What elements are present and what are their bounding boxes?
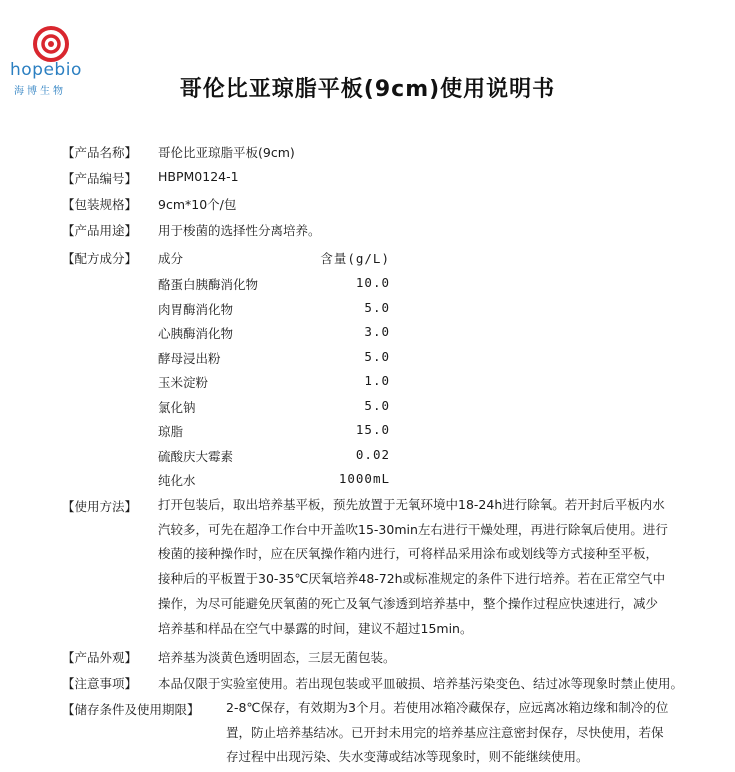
method-label: 【使用方法】 xyxy=(62,499,138,514)
usage-label: 【产品用途】 xyxy=(62,223,138,238)
formula-item-amount: 5.0 xyxy=(364,398,390,413)
notes-label: 【注意事项】 xyxy=(62,676,138,691)
package-label: 【包装规格】 xyxy=(62,197,138,212)
formula-item-name: 心胰酶消化物 xyxy=(158,326,234,341)
formula-item-name: 纯化水 xyxy=(158,473,196,488)
formula-header-name: 成分 xyxy=(158,251,184,266)
package-value: 9cm*10个/包 xyxy=(158,197,237,212)
logo-name: hopebio xyxy=(10,60,82,80)
logo-subtitle: 海博生物 xyxy=(14,86,66,97)
formula-item-amount: 3.0 xyxy=(364,324,390,339)
storage-line: 存过程中出现污染、失水变薄或结冰等现象时，则不能继续使用。 xyxy=(226,749,589,765)
notes-value: 本品仅限于实验室使用。若出现包装或平皿破损、培养基污染变色、结过冰等现象时禁止使用。 xyxy=(158,676,684,691)
storage-label: 【储存条件及使用期限】 xyxy=(62,702,200,717)
usage-value: 用于梭菌的选择性分离培养。 xyxy=(158,223,321,238)
formula-item-name: 玉米淀粉 xyxy=(158,375,209,390)
formula-label: 【配方成分】 xyxy=(62,251,138,266)
appearance-value: 培养基为淡黄色透明固态，三层无菌包装。 xyxy=(158,650,396,665)
formula-item-amount: 5.0 xyxy=(364,349,390,364)
formula-item-name: 氯化钠 xyxy=(158,400,196,415)
formula-item-amount: 5.0 xyxy=(364,300,390,315)
product-code-label: 【产品编号】 xyxy=(62,171,138,186)
document-title: 哥伦比亚琼脂平板(9cm)使用说明书 xyxy=(179,77,556,102)
formula-item-name: 酵母浸出粉 xyxy=(158,351,221,366)
formula-item-name: 琼脂 xyxy=(158,424,184,439)
method-paragraph xyxy=(158,493,668,641)
method-line: 汽较多，可先在超净工作台中开盖吹15-30min左右进行干燥处理，再进行除氧后使用。进行 xyxy=(158,521,668,537)
product-name-label: 【产品名称】 xyxy=(62,145,138,160)
formula-item-amount: 15.0 xyxy=(355,422,390,437)
formula-item-amount: 10.0 xyxy=(355,275,390,290)
storage-line: 2-8℃保存，有效期为3个月。若使用冰箱冷藏保存，应远离冰箱边缘和制冷的位 xyxy=(226,700,669,715)
storage-line: 置，防止培养基结冰。已开封未用完的培养基应注意密封保存，尽快使用，若保 xyxy=(226,724,664,740)
formula-item-name: 肉胃酶消化物 xyxy=(158,302,234,317)
method-line: 接种后的平板置于30-35℃厌氧培养48-72h或标准规定的条件下进行培养。若在正常空气中 xyxy=(158,571,666,587)
method-line: 培养基和样品在空气中暴露的时间，建议不超过15min。 xyxy=(158,620,473,636)
formula-item-amount: 1000mL xyxy=(338,471,390,486)
product-code-value: HBPM0124-1 xyxy=(158,169,239,184)
formula-item-amount: 1.0 xyxy=(364,373,390,388)
method-line: 操作，为尽可能避免厌氧菌的死亡及氧气渗透到培养基中，整个操作过程应快速进行，减少 xyxy=(158,595,659,611)
formula-item-name: 硫酸庆大霉素 xyxy=(158,449,234,464)
formula-item-amount: 0.02 xyxy=(355,447,390,462)
formula-header-amount: 含量(g/L) xyxy=(320,251,390,266)
appearance-label: 【产品外观】 xyxy=(62,650,138,665)
formula-item-name: 酪蛋白胰酶消化物 xyxy=(158,277,259,292)
hopebio-logo-icon xyxy=(33,26,69,62)
method-line: 打开包装后，取出培养基平板，预先放置于无氧环境中18-24h进行除氧。若开封后平板内水 xyxy=(158,497,665,512)
product-name-value: 哥伦比亚琼脂平板(9cm) xyxy=(158,145,295,160)
storage-paragraph xyxy=(226,696,668,770)
method-line: 梭菌的接种操作时，应在厌氧操作箱内进行，可将样品采用涂布或划线等方式接种至平板， xyxy=(158,546,659,562)
